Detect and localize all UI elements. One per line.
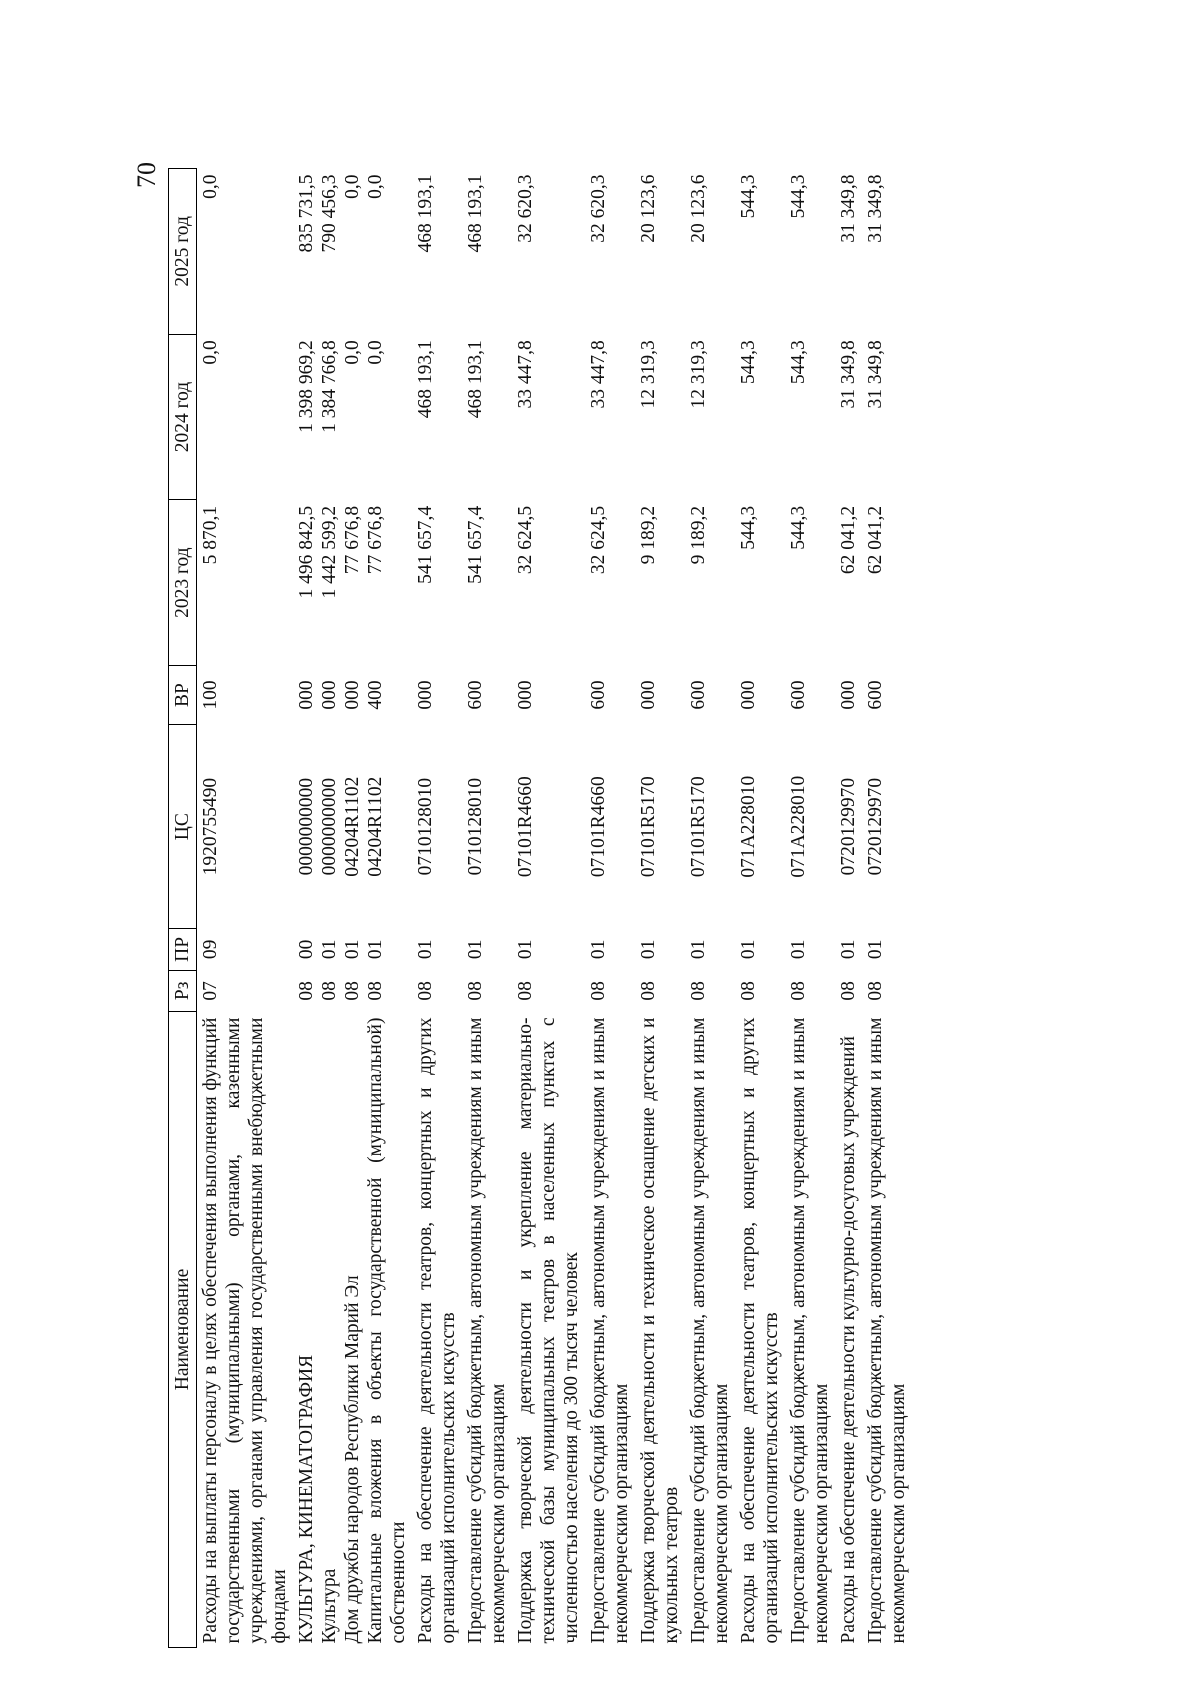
row-cs: 07101R4660: [588, 776, 609, 878]
row-rz: 08: [365, 981, 386, 1001]
row-name: Дом дружбы народов Республики Марий Эл: [342, 1275, 363, 1644]
row-2024: 544,3: [788, 340, 809, 385]
row-vr: 600: [588, 680, 609, 710]
row-2025: 31 349,8: [838, 174, 859, 243]
row-2025: 20 123,6: [688, 174, 709, 243]
row-pr: 01: [588, 939, 609, 960]
row-name: КУЛЬТУРА, КИНЕМАТОГРАФИЯ: [296, 1354, 317, 1644]
row-vr: 000: [738, 680, 759, 710]
row-vr: 000: [638, 680, 659, 710]
row-name: Предоставление субсидий бюджетным, автономным учреждениям и иным некоммерческим организациям: [688, 1017, 732, 1644]
page-number: 70: [132, 162, 161, 188]
row-vr: 000: [515, 680, 536, 710]
row-2023: 9 189,2: [688, 505, 709, 565]
row-name: Предоставление субсидий бюджетным, автономным учреждениям и иным некоммерческим организациям: [588, 1017, 632, 1644]
row-2024: 31 349,8: [865, 340, 886, 409]
row-rz: 08: [865, 981, 886, 1001]
row-2024: 1 384 766,8: [319, 340, 340, 433]
row-pr: 01: [738, 939, 759, 960]
row-2024: 0,0: [342, 340, 363, 365]
table-row: [637, 169, 687, 1648]
header-2024: 2024 год: [169, 334, 197, 500]
table-row: [364, 169, 414, 1648]
table-row: [587, 169, 637, 1648]
row-cs: 1920755490: [200, 777, 221, 876]
row-2025: 32 620,3: [588, 174, 609, 243]
row-vr: 600: [788, 680, 809, 710]
row-cs: 04204R1102: [365, 776, 386, 877]
row-pr: 01: [638, 939, 659, 960]
row-rz: 08: [588, 981, 609, 1001]
row-2024: 1 398 969,2: [296, 340, 317, 433]
row-vr: 000: [415, 680, 436, 710]
row-name: Предоставление субсидий бюджетным, автономным учреждениям и иным некоммерческим организациям: [465, 1017, 509, 1644]
row-pr: 00: [296, 939, 317, 960]
row-cs: 04204R1102: [342, 776, 363, 877]
header-pr: ПР: [169, 929, 197, 970]
table-row: [514, 169, 587, 1648]
row-pr: 01: [415, 939, 436, 960]
header-vr: ВР: [169, 665, 197, 724]
row-cs: 0710128010: [415, 777, 436, 876]
row-rz: 08: [515, 981, 536, 1001]
row-2025: 544,3: [788, 174, 809, 219]
row-2023: 544,3: [738, 505, 759, 550]
row-2024: 0,0: [365, 340, 386, 365]
header-cs: ЦС: [169, 725, 197, 929]
table-row: [318, 169, 341, 1648]
row-pr: 01: [365, 939, 386, 960]
row-cs: 07101R5170: [688, 776, 709, 878]
row-vr: 600: [865, 680, 886, 710]
row-pr: 01: [865, 939, 886, 960]
header-name: Наименование: [169, 1012, 197, 1648]
table-row: [464, 169, 514, 1648]
row-cs: 0720129970: [838, 777, 859, 876]
table-row: [197, 169, 296, 1648]
row-2024: 544,3: [738, 340, 759, 385]
row-cs: 07101R5170: [638, 776, 659, 878]
row-name: Поддержка творческой деятельности и укрепление материально-технической базы муниципальных театров в населенных пунктах с численностью населения до 300 тысяч человек: [515, 1017, 582, 1644]
row-vr: 000: [296, 680, 317, 710]
row-2023: 62 041,2: [838, 505, 859, 575]
table-row: [787, 169, 837, 1648]
row-vr: 000: [838, 680, 859, 710]
row-2024: 0,0: [200, 340, 221, 365]
row-name: Предоставление субсидий бюджетным, автономным учреждениям и иным некоммерческим организациям: [865, 1017, 909, 1644]
table-body: [197, 169, 915, 1648]
row-cs: 0710128010: [465, 777, 486, 876]
row-rz: 08: [688, 981, 709, 1001]
row-2025: 790 456,3: [319, 174, 340, 253]
budget-table: [168, 168, 914, 1648]
header-rz: Рз: [169, 970, 197, 1011]
row-rz: 08: [415, 981, 436, 1001]
row-cs: 071A228010: [738, 775, 759, 878]
row-2025: 0,0: [342, 174, 363, 199]
row-rz: 08: [296, 981, 317, 1001]
row-name: Предоставление субсидий бюджетным, автономным учреждениям и иным некоммерческим организациям: [788, 1017, 832, 1644]
row-2024: 33 447,8: [515, 340, 536, 409]
row-2023: 1 496 842,5: [296, 505, 317, 599]
row-2025: 32 620,3: [515, 174, 536, 243]
row-pr: 09: [200, 939, 221, 960]
row-name: Расходы на выплаты персоналу в целях обеспечения выполнения функций государственными (муниципальными) органами, казенными учреждениями, органами управления государственными внебюджетными фондами: [200, 1017, 290, 1644]
row-vr: 100: [200, 680, 221, 710]
row-name: Расходы на обеспечение деятельности культурно-досуговых учреждений: [838, 1036, 859, 1644]
row-cs: 071A228010: [788, 775, 809, 878]
row-vr: 000: [319, 680, 340, 710]
row-name: Культура: [319, 1568, 340, 1644]
row-2025: 468 193,1: [415, 174, 436, 253]
row-2023: 77 676,8: [342, 505, 363, 575]
rotated-page-content: [168, 168, 1068, 1648]
row-pr: 01: [319, 939, 340, 960]
row-pr: 01: [788, 939, 809, 960]
row-2023: 62 041,2: [865, 505, 886, 575]
row-rz: 08: [838, 981, 859, 1001]
row-pr: 01: [838, 939, 859, 960]
row-name: Капитальные вложения в объекты государственной (муниципальной) собственности: [365, 1017, 409, 1644]
row-2025: 20 123,6: [638, 174, 659, 243]
row-2023: 541 657,4: [415, 505, 436, 584]
row-2025: 0,0: [365, 174, 386, 199]
row-2024: 33 447,8: [588, 340, 609, 409]
row-vr: 600: [688, 680, 709, 710]
row-vr: 600: [465, 680, 486, 710]
row-name: Расходы на обеспечение деятельности театров, концертных и других организаций исполнительских искусств: [738, 1017, 782, 1644]
table-row: [737, 169, 787, 1648]
row-rz: 08: [788, 981, 809, 1001]
row-2025: 468 193,1: [465, 174, 486, 253]
row-rz: 08: [638, 981, 659, 1001]
table-row: [864, 169, 914, 1648]
row-pr: 01: [515, 939, 536, 960]
header-2023: 2023 год: [169, 500, 197, 666]
table-header: [169, 169, 197, 1648]
row-pr: 01: [342, 939, 363, 960]
row-2024: 468 193,1: [415, 340, 436, 419]
row-2025: 835 731,5: [296, 174, 317, 253]
row-2023: 544,3: [788, 505, 809, 550]
row-vr: 000: [342, 680, 363, 710]
table-row: [295, 169, 318, 1648]
row-cs: 0000000000: [296, 777, 317, 876]
row-2023: 32 624,5: [588, 505, 609, 575]
row-cs: 0000000000: [319, 777, 340, 876]
row-cs: 0720129970: [865, 777, 886, 876]
row-2024: 31 349,8: [838, 340, 859, 409]
row-2023: 32 624,5: [515, 505, 536, 575]
row-2024: 468 193,1: [465, 340, 486, 419]
row-pr: 01: [688, 939, 709, 960]
row-rz: 08: [738, 981, 759, 1001]
row-name: Расходы на обеспечение деятельности театров, концертных и других организаций исполнительских искусств: [415, 1017, 459, 1644]
row-2023: 9 189,2: [638, 505, 659, 565]
row-pr: 01: [465, 939, 486, 960]
row-2023: 541 657,4: [465, 505, 486, 584]
row-rz: 08: [342, 981, 363, 1001]
row-2025: 31 349,8: [865, 174, 886, 243]
table-row: [837, 169, 864, 1648]
row-2024: 12 319,3: [688, 340, 709, 409]
table-row: [414, 169, 464, 1648]
row-2023: 77 676,8: [365, 505, 386, 575]
row-cs: 07101R4660: [515, 776, 536, 878]
row-rz: 07: [200, 981, 221, 1001]
row-2025: 0,0: [200, 174, 221, 199]
header-2025: 2025 год: [169, 169, 197, 335]
row-vr: 400: [365, 680, 386, 710]
table-row: [687, 169, 737, 1648]
row-2024: 12 319,3: [638, 340, 659, 409]
row-rz: 08: [319, 981, 340, 1001]
row-2023: 5 870,1: [200, 505, 221, 565]
row-2023: 1 442 599,2: [319, 505, 340, 599]
row-rz: 08: [465, 981, 486, 1001]
table-row: [341, 169, 364, 1648]
row-2025: 544,3: [738, 174, 759, 219]
row-name: Поддержка творческой деятельности и техническое оснащение детских и кукольных театров: [638, 1017, 682, 1644]
